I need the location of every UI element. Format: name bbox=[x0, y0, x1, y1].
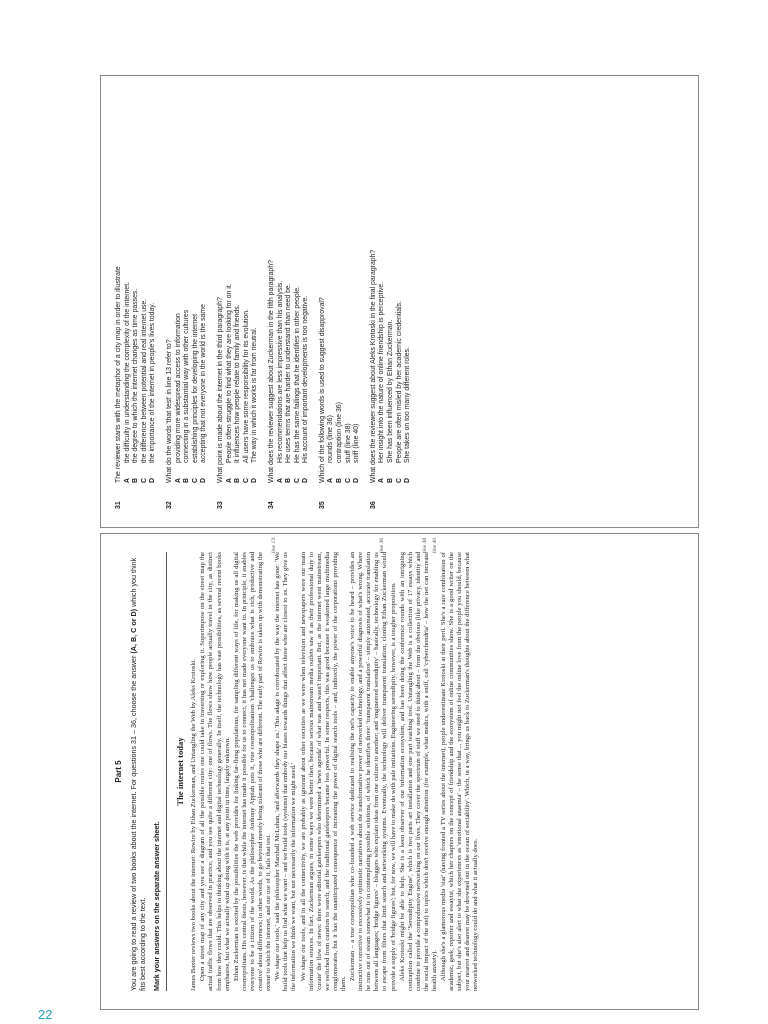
passage-body bbox=[101, 534, 492, 1009]
instruction-bold: (A, B, C or D) bbox=[129, 608, 139, 654]
option-text: He uses terms that are harder to understand than need be. bbox=[285, 283, 293, 463]
option-text: The way in which it works is far from neutral. bbox=[251, 327, 259, 463]
option-letter: A bbox=[225, 478, 233, 483]
question-34 bbox=[268, 94, 311, 509]
line-reference: line 36 bbox=[379, 538, 386, 554]
divider bbox=[166, 552, 167, 991]
line-reference: line 40 bbox=[432, 538, 438, 554]
question-32 bbox=[166, 94, 209, 509]
question-stem bbox=[166, 94, 175, 509]
option-text: connecting in a substantial way with other cultures bbox=[183, 309, 191, 463]
option-letter: A bbox=[378, 478, 386, 483]
option-text: establishing principles for developing the internet bbox=[191, 313, 199, 463]
option-text: sniff (line 40) bbox=[353, 423, 361, 463]
passage-paragraph: James Baxter reviews two books about the internet: Rewire by Ethan Zuckerman, and Untangling the Web by Aleks Krotoski. bbox=[190, 658, 198, 991]
option-text: accepting that not everyone in the world is the same bbox=[200, 304, 208, 463]
answer-option[interactable] bbox=[192, 94, 201, 509]
option-text: rounds (line 36) bbox=[327, 415, 335, 463]
option-text: Her insight into the nature of online friendship is perceptive. bbox=[378, 281, 386, 463]
option-letter: B bbox=[387, 478, 395, 483]
option-letter: C bbox=[140, 478, 148, 483]
question-number: 34 bbox=[267, 501, 275, 509]
answer-option[interactable] bbox=[353, 94, 362, 509]
option-text: the difference between potential and real internet use. bbox=[140, 298, 148, 463]
answer-option[interactable] bbox=[294, 94, 303, 509]
part-title: Part 5 bbox=[114, 760, 123, 783]
option-letter: A bbox=[276, 478, 284, 483]
option-letter: B bbox=[132, 478, 140, 483]
answer-option[interactable] bbox=[277, 94, 286, 509]
passage-paragraph: We shape our tools, and in all the connectivity, we are probably as ignorant about other societies as we were when television and newspapers were our main information sources. In fact, Zuckerman argues, in some ways we were better then, because serious mainstream media outlets saw it as their professional duty to 'curate' the flow of news: there were editorial gatekeepers who determined a 'news agenda' of what was and wasn't important. But, as the internet went mainstream, we switched from curation to search, and the traditional gatekeepers became less powerful. In some respects, this was good because it weakened large multimedia conglomerates, but it has the unanticipated consequence of increasing the power of digital search tools – and, indirectly, the power of the corporations providing them. bbox=[299, 552, 347, 991]
question-stem bbox=[319, 94, 328, 509]
line-reference: line 38 bbox=[421, 538, 428, 554]
passage-paragraph: Zuckerman – a true cosmopolitan who co-founded a web service dedicated to realising the net's capacity to enable anyone's voice to be heard – provides an instructive corrective to excessively optimistic narratives about the transformative power of networked technology, and a powerful diagnosis of what's wrong. Where he runs out of steam somewhat is in contemplating possible solutions, of which he identifies three: 'transparent translation' – simply automated, accurate translation between all languages; 'bridge figures' – bloggers who explain ideas from one culture to another; and 'engineered serendipity' – basically, technology for enabling us to escape from filters that limit search and networking systems. Eventually, the technology will deliver transparent translation; cloning Ethan Zuckerman would provide a supply of 'bridge figures'; but, for now, we will have to make do with pale imitations. Engineering serendipity, however, is a tougher proposition. line 36 bbox=[349, 538, 397, 991]
question-text: The reviewer starts with the metaphor of a city map in order to illustrate bbox=[115, 266, 122, 483]
question-text: What does the reviewer suggest about Zuckerman in the fifth paragraph? bbox=[267, 260, 275, 483]
question-list bbox=[101, 76, 431, 527]
passage-paragraph: 'We shape our tools,' said the philosopher Marshall McLuhan, 'and afterwards they shape us.' This adage is corroborated by the way the internet has gone: 'We build tools that help us find what we want – and we build tools (systems) that embody our biases towards things that affect those who are closest to us. They give us the information we think we want, but not necessarily the information we might need.' bbox=[274, 552, 298, 991]
question-stem bbox=[115, 94, 124, 509]
instruction-post: which you think fits best according to the text. bbox=[129, 557, 148, 991]
option-text: It influences how people relate to family and friends. bbox=[234, 304, 242, 463]
option-text: People are often misled by her academic credentials. bbox=[395, 300, 403, 463]
option-letter: A bbox=[174, 478, 182, 483]
option-letter: D bbox=[251, 478, 259, 483]
answer-option[interactable] bbox=[327, 94, 336, 509]
passage-paragraph: Ethan Zuckerman is excited by the possibilities the web provides for linking far-flung populations, for sampling different ways of life, for making us all digital cosmopolitans. His central thesis, however, is that while the internet has made it possible for us to connect, it has not made everyone want to. In principle, it enables everyone to be a citizen of the world. As the philosopher Anthony Appiah puts it, true cosmopolitanism 'challenges us to embrace what is rich, productive and creative' about differences; in other words, to go beyond merely being tolerant of those who are different. The early part of Rewire is taken up with demonstrating the extent to which the internet, and our use of it, fails that test. line 13 bbox=[232, 538, 277, 991]
question-number: 32 bbox=[165, 501, 173, 509]
question-number: 35 bbox=[318, 501, 326, 509]
option-letter: B bbox=[183, 478, 191, 483]
option-letter: D bbox=[200, 478, 208, 483]
mark-answers-note: Mark your answers on the separate answer sheet. bbox=[152, 821, 162, 991]
answer-option[interactable] bbox=[124, 94, 133, 509]
answer-option[interactable] bbox=[175, 94, 184, 509]
option-letter: D bbox=[353, 478, 361, 483]
option-text: stuff (line 38) bbox=[344, 423, 352, 463]
option-letter: D bbox=[149, 478, 157, 483]
option-text: His recommendations are less impressive than his analysis. bbox=[276, 280, 284, 463]
passage-rotated bbox=[101, 534, 698, 1009]
option-text: the degree to which the internet changes as time passes. bbox=[132, 288, 140, 463]
instruction-pre: You are going to read a review of two books about the internet. For questions 31 – 36, choose the answer bbox=[129, 653, 139, 991]
answer-option[interactable] bbox=[251, 94, 260, 509]
question-text: What does the reviewer suggest about Aleks Krotoski in the final paragraph? bbox=[369, 249, 377, 483]
option-text: the importance of the internet in people's lives today. bbox=[149, 302, 157, 463]
question-stem bbox=[217, 94, 226, 509]
question-35 bbox=[319, 94, 362, 509]
option-text: He has the same failings that he identifies in other people. bbox=[293, 286, 301, 463]
option-letter: B bbox=[336, 478, 344, 483]
option-letter: C bbox=[293, 478, 301, 483]
question-text: Which of the following words is used to suggest disapproval? bbox=[318, 297, 326, 483]
question-number: 31 bbox=[115, 501, 122, 509]
passage-paragraph: Although she's a glamorous media 'star' (having fronted a TV series about the internet), people underestimate Krotoski at their peril. She's a rare combination of academic, geek, reporter and essayist, which her chapters on the concept of friendship and the ecosystem of online communities show. She is a good writer on the subject, but she's also alert to what she experiences as 'emotional anaemia' – the sense that ... you might not feel the online love from the people you should, because your nearest and dearest may be drowned out in the ocean of sociability'. Which, in a way, brings us back to Zuckerman's thoughts about the difference between what networked technology could do and what it actually does. bbox=[440, 552, 480, 991]
article-title: The internet today bbox=[175, 737, 186, 806]
answer-option[interactable] bbox=[200, 94, 209, 509]
option-letter: B bbox=[234, 478, 242, 483]
answer-option[interactable] bbox=[396, 94, 405, 509]
option-text: His account of important developments is too negative. bbox=[302, 295, 310, 463]
option-letter: A bbox=[123, 478, 131, 483]
question-text: What do the words 'that test' in line 13 refer to? bbox=[165, 339, 173, 483]
page-number: 22 bbox=[38, 1007, 53, 1022]
questions-panel bbox=[100, 75, 699, 528]
option-letter: C bbox=[242, 478, 250, 483]
answer-option[interactable] bbox=[404, 94, 413, 509]
answer-option[interactable] bbox=[387, 94, 396, 509]
question-33 bbox=[217, 94, 260, 509]
option-text: She takes on too many different roles. bbox=[404, 347, 412, 463]
answer-option[interactable] bbox=[243, 94, 252, 509]
option-text: People often struggle to find what they are looking for on it. bbox=[225, 283, 233, 463]
answer-option[interactable] bbox=[345, 94, 354, 509]
passage-paragraph: Aleks Krotoski might be able to help. She is a keen observer of our information ecosystem, and has been doing the conference rounds with an intriguing contraption called the 'Serendipity Engine', which is two parts art installation and one part teaching tool. Untangling the Web is a collection of 17 essays which combine to provide a comprehensive networking on our lives. They cover the spectrum of stuff we need to think about – from the obvious (like privacy, identity and the social impact of the net) to topics which don't receive enough attention (for example, what medics, with a sniff, call 'cyberchondria' – how the net can increase health anxiety). line 38 line 40 bbox=[398, 538, 438, 991]
question-31 bbox=[115, 94, 158, 509]
option-text: the difficulty in understanding the complexity of the internet. bbox=[123, 281, 131, 463]
question-stem bbox=[268, 94, 277, 509]
answer-option[interactable] bbox=[132, 94, 141, 509]
paragraphs bbox=[190, 538, 480, 991]
answer-option[interactable] bbox=[378, 94, 387, 509]
answer-option[interactable] bbox=[234, 94, 243, 509]
instructions bbox=[129, 552, 147, 991]
passage-panel bbox=[100, 533, 699, 1010]
option-letter: A bbox=[327, 478, 335, 483]
question-36 bbox=[370, 94, 413, 509]
question-number: 33 bbox=[216, 501, 224, 509]
questions-rotated bbox=[101, 76, 698, 527]
option-letter: D bbox=[302, 478, 310, 483]
question-stem bbox=[370, 94, 379, 509]
question-text: What point is made about the internet in the third paragraph? bbox=[216, 297, 224, 483]
option-text: All users have some responsibility for its evolution. bbox=[242, 309, 250, 463]
option-letter: C bbox=[191, 478, 199, 483]
answer-option[interactable] bbox=[141, 94, 150, 509]
option-text: contraption (line 36) bbox=[336, 402, 344, 463]
answer-option[interactable] bbox=[226, 94, 235, 509]
option-letter: B bbox=[285, 478, 293, 483]
answer-option[interactable] bbox=[149, 94, 158, 509]
option-text: providing more widespread access to information bbox=[174, 313, 182, 463]
option-letter: C bbox=[395, 478, 403, 483]
option-letter: C bbox=[344, 478, 352, 483]
passage-paragraph: Open a street map of any city and you see a diagram of all the possible routes one could take in traversing or exploring it. Superimpose on the street map the actual traffic flows that are observed in practice, and you see quite a different city: one of flows. The flows show how people actually travel in the city, as distinct from how they could. This helps in thinking about the internet and digital technology generally. In itself, the technology has vast possibilities, as several recent books emphasise, but what we actually wind up doing with it is, at any point in time, largely unknown. bbox=[199, 552, 231, 991]
answer-option[interactable] bbox=[285, 94, 294, 509]
option-letter: D bbox=[404, 478, 412, 483]
answer-option[interactable] bbox=[336, 94, 345, 509]
answer-option[interactable] bbox=[183, 94, 192, 509]
answer-option[interactable] bbox=[302, 94, 311, 509]
line-reference: line 13 bbox=[270, 538, 277, 554]
question-number: 36 bbox=[369, 501, 377, 509]
option-text: She has been influenced by Ethan Zuckerman. bbox=[387, 319, 395, 463]
